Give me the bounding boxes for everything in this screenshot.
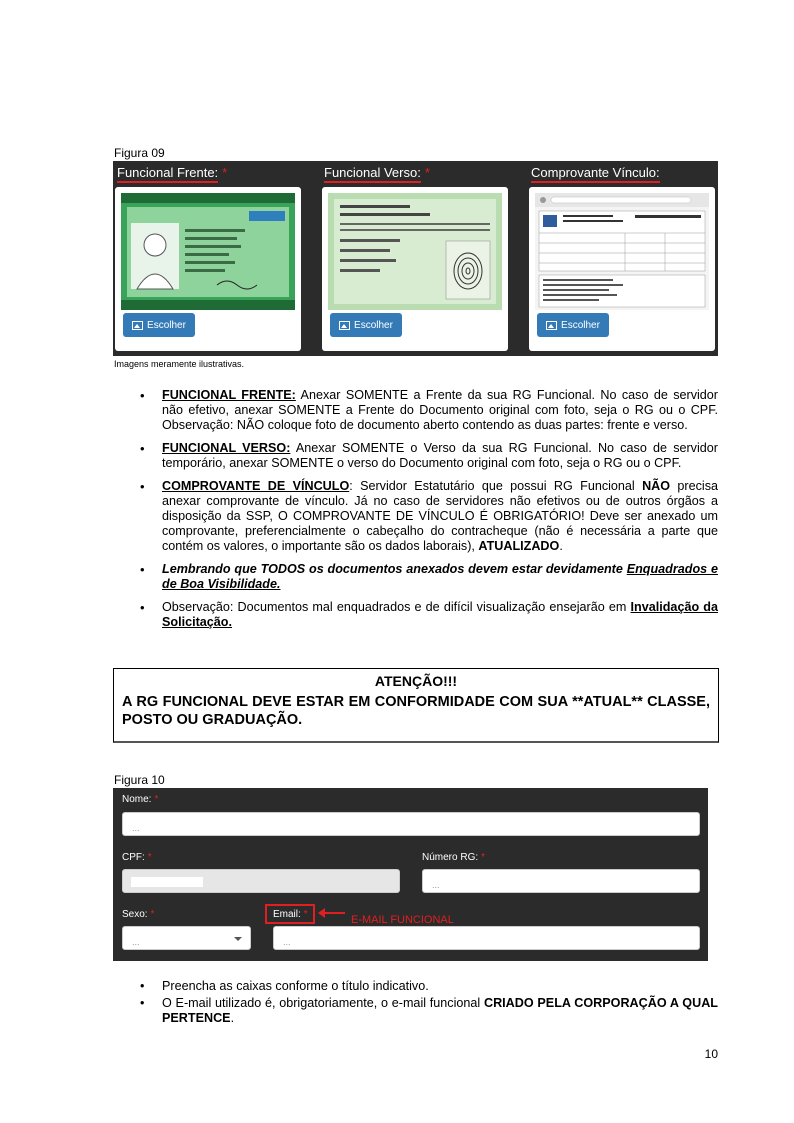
figure-10-form (113, 788, 708, 961)
image-icon (132, 321, 143, 330)
upload-comprovante-vinculo (529, 161, 715, 356)
illustrative-note: Imagens meramente ilustrativas. (114, 359, 245, 369)
required-marker: * (424, 165, 430, 180)
email-highlight-box (265, 904, 315, 924)
figure-10-caption: Figura 10 (114, 773, 165, 787)
arrow-line (323, 912, 345, 914)
id-card-back-image (328, 193, 502, 310)
escolher-button[interactable]: Escolher (330, 313, 402, 337)
email-input[interactable]: ... (273, 926, 700, 950)
escolher-button[interactable]: Escolher (123, 313, 195, 337)
redacted-cpf (131, 877, 203, 887)
list-item: • FUNCIONAL VERSO: Anexar SOMENTE o Verso da sua RG Funcional. No caso de servidor temporário, anexar SOMENTE o verso do Documento original com foto, seja o RG ou o CPF. (140, 441, 718, 471)
sexo-label: Sexo: * (122, 909, 155, 920)
upload-card (322, 187, 508, 351)
escolher-button[interactable]: Escolher (537, 313, 609, 337)
sexo-select[interactable]: ... (122, 926, 251, 950)
funcional-verso-label: Funcional Verso: (324, 165, 421, 183)
list-item: • COMPROVANTE DE VÍNCULO: Servidor Estatutário que possui RG Funcional NÃO precisa anexar comprovante de vínculo. Já no caso de servidores não efetivos ou de outros órgãos a disposição da SSP, O COMPROVANTE DE VÍNCULO É OBRIGATÓRIO! Deve ser anexado um comprovante, preferencialmente o cabeçalho do contracheque (não é necessária a parte que contém os valores, o importante são os dados laborais), ATUALIZADO. (140, 479, 718, 554)
chevron-down-icon (234, 937, 242, 941)
list-item: • Preencha as caixas conforme o título indicativo. (140, 979, 718, 994)
figure-9-caption: Figura 09 (114, 146, 165, 160)
list-item: • O E-mail utilizado é, obrigatoriamente, o e-mail funcional CRIADO PELA CORPORAÇÃO A QUAL PERTENCE. (140, 996, 718, 1026)
funcional-frente-label: Funcional Frente: (117, 165, 218, 183)
required-marker: * (222, 165, 228, 180)
instructions-list (140, 388, 718, 638)
email-funcional-note: E-MAIL FUNCIONAL (351, 914, 454, 926)
upload-card (529, 187, 715, 351)
payslip-image (535, 193, 709, 310)
upload-funcional-verso (322, 161, 508, 356)
numero-rg-label: Número RG: * (422, 852, 486, 863)
attention-body: A RG FUNCIONAL DEVE ESTAR EM CONFORMIDADE COM SUA **ATUAL** CLASSE, POSTO OU GRADUAÇÃO. (122, 694, 710, 728)
attention-title: ATENÇÃO!!! (374, 673, 458, 689)
id-card-front-image (121, 193, 295, 310)
comprovante-vinculo-label: Comprovante Vínculo: (531, 165, 660, 183)
attention-box (113, 668, 719, 743)
upload-funcional-frente (115, 161, 301, 356)
cpf-label: CPF: * (122, 852, 152, 863)
list-item: • Observação: Documentos mal enquadrados e de difícil visualização ensejarão em Invalidação da Solicitação. (140, 600, 718, 630)
upload-card (115, 187, 301, 351)
list-item: • Lembrando que TODOS os documentos anexados devem estar devidamente Enquadrados e de Boa Visibilidade. (140, 562, 718, 592)
image-icon (546, 321, 557, 330)
email-label: Email: * (273, 909, 308, 920)
nome-input[interactable]: ... (122, 812, 700, 836)
list-item: • FUNCIONAL FRENTE: Anexar SOMENTE a Frente da sua RG Funcional. No caso de servidor não efetivo, anexar SOMENTE a Frente do Documento original com foto, seja o RG ou o CPF. Observação: NÃO coloque foto de documento aberto contendo as duas partes: frente e verso. (140, 388, 718, 433)
form-instructions-list (140, 979, 718, 1028)
nome-label: Nome: * (122, 794, 159, 805)
image-icon (339, 321, 350, 330)
page-number: 10 (704, 1047, 718, 1061)
figure-9-panel (113, 161, 718, 356)
numero-rg-input[interactable]: ... (422, 869, 700, 893)
